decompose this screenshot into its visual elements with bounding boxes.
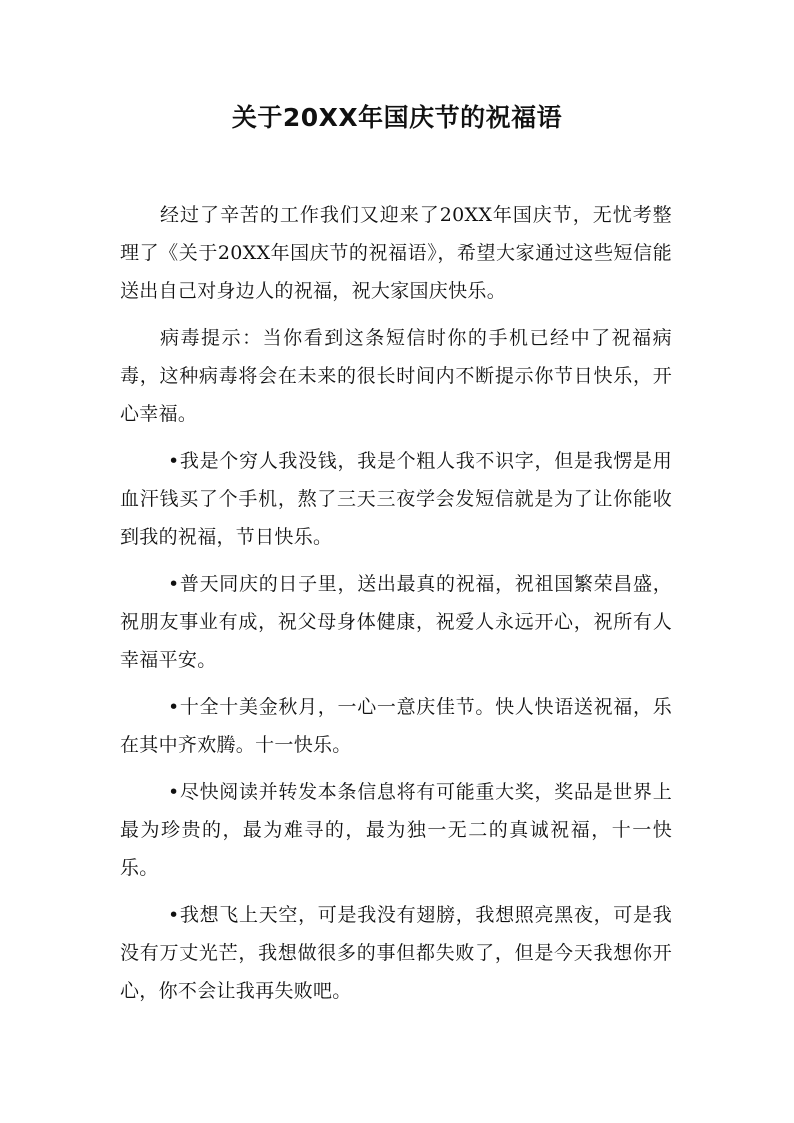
blessing-paragraph: •我是个穷人我没钱，我是个粗人我不识字，但是我愣是用血汗钱买了个手机，熬了三天三夜学会发短信就是为了让你能收到我的祝福，节日快乐。 (120, 450, 672, 548)
virus-tip-paragraph: 病毒提示：当你看到这条短信时你的手机已经中了祝福病毒，这种病毒将会在未来的很长时间内不断提示你节日快乐，开心幸福。 (120, 327, 672, 425)
intro-paragraph: 经过了辛苦的工作我们又迎来了20XX年国庆节，无忧考整理了《关于20XX年国庆节的祝福语》，希望大家通过这些短信能送出自己对身边人的祝福，祝大家国庆快乐。 (120, 204, 672, 302)
blessing-paragraph: •尽快阅读并转发本条信息将有可能重大奖，奖品是世界上最为珍贵的，最为难寻的，最为独一无二的真诚祝福，十一快乐。 (120, 781, 672, 879)
blessing-paragraph: •普天同庆的日子里，送出最真的祝福，祝祖国繁荣昌盛，祝朋友事业有成，祝父母身体健康，祝爱人永远开心，祝所有人幸福平安。 (120, 573, 672, 671)
document-body (120, 196, 672, 1019)
document-title: 关于20XX年国庆节的祝福语 (231, 103, 563, 132)
blessing-paragraph: •十全十美金秋月，一心一意庆佳节。快人快语送祝福，乐在其中齐欢腾。十一快乐。 (120, 696, 672, 756)
blessing-paragraph: •我想飞上天空，可是我没有翅膀，我想照亮黑夜，可是我没有万丈光芒，我想做很多的事但都失败了，但是今天我想你开心，你不会让我再失败吧。 (120, 904, 672, 1002)
